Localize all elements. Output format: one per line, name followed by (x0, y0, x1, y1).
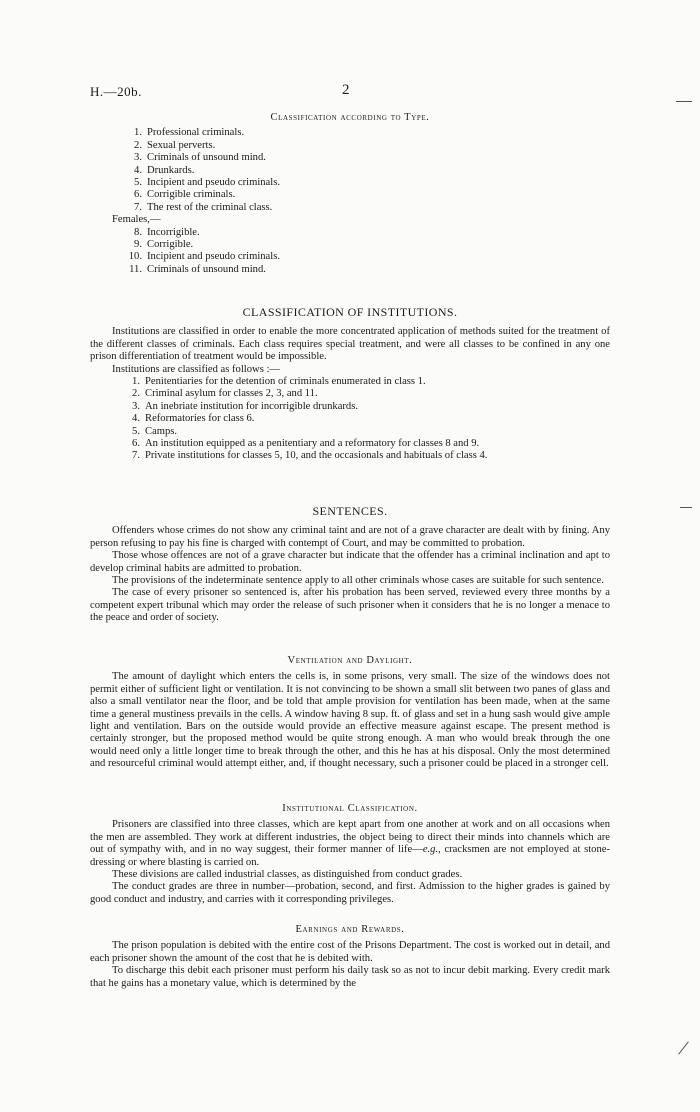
text-run: , cracksmen are not employed at stone-dressing or where blasting is carried on. (90, 844, 610, 868)
list-item-text: Sexual perverts. (147, 139, 216, 151)
list-item-text: Criminals of unsound mind. (147, 263, 266, 275)
section-heading: CLASSIFICATION OF INSTITUTIONS. (242, 305, 458, 319)
institutional-classification-section (90, 803, 610, 906)
section-heading: SENTENCES. (312, 504, 388, 518)
classification-type-section (90, 112, 610, 276)
list-item-number: 2. (132, 388, 140, 400)
paragraph: Institutions are classified in order to enable the more concentrated application of methods suited for the treatment of the different classes of criminals. Each class requires special treatment, and were all classes to be confined in any one prison differentiation of treatment would be impossible. (90, 326, 610, 363)
list-item (126, 165, 610, 177)
list-item-number: 5. (134, 177, 142, 189)
page-header (90, 84, 610, 104)
paragraph: The provisions of the indeterminate sentence apply to all other criminals whose cases are suitable for such sentence. (112, 575, 604, 587)
list-item-text: Private institutions for classes 5, 10, and the occasionals and habituals of class 4. (145, 450, 488, 462)
list-item-text: Corrigible. (147, 239, 194, 251)
list-item (124, 401, 610, 413)
list-item (124, 413, 610, 425)
females-label: Females,— (112, 214, 161, 226)
section-heading: Ventilation and Daylight. (287, 655, 413, 666)
list-item-text: Professional criminals. (147, 127, 245, 139)
list-item (126, 227, 610, 239)
list-item-text: Criminals of unsound mind. (147, 152, 266, 164)
list-item-text: Criminal asylum for classes 2, 3, and 11. (145, 388, 318, 400)
list-item (126, 264, 610, 276)
list-item-text: Incipient and pseudo criminals. (147, 251, 280, 263)
paragraph (90, 819, 610, 869)
section-heading: Institutional Classification. (282, 803, 418, 814)
list-item-number: 1. (134, 127, 142, 139)
paragraph: The amount of daylight which enters the cells is, in some prisons, very small. The size of the windows does not permit either of sufficient light or ventilation. It is not convincing to be shown a small slit between two panes of glass and also a small ventilator near the floor, and be told that ample provision for ventilation has been made, when at the same time a general mustiness prevails in the cells. A window having 8 sup. ft. of glass and set in a hung sash would give ample light and ventilation. Bars on the outside would provide an effective measure against escape. The present method is certainly stronger, but the proposed method would be quite strong enough. A man who would break through the one would need only a little longer time to break through the other, and this he has at his disposal. Only the most determined and resourceful criminal would attempt either, and, if thought necessary, such a prisoner could be placed in a stronger cell. (90, 671, 610, 770)
list-item-number: 10. (128, 251, 142, 263)
list-item (126, 177, 610, 189)
list-item-number: 3. (132, 400, 140, 412)
list-item-text: Reformatories for class 6. (145, 413, 255, 425)
male-classes-list (126, 127, 610, 214)
sentences-paragraphs (90, 525, 610, 624)
paragraph: The prison population is debited with the entire cost of the Prisons Department. The cost is worked out in detail, and each prisoner shown the amount of the cost that he is debited with. (90, 940, 610, 964)
paragraph: Those whose offences are not of a grave character but indicate that the offender has a criminal inclination and apt to develop criminal habits are admitted to probation. (90, 550, 610, 574)
list-item-text: An inebriate institution for incorrigible drunkards. (145, 400, 359, 412)
section-heading: Earnings and Rewards. (295, 924, 405, 935)
document-reference: H.—20b. (90, 84, 142, 99)
paragraph: These divisions are called industrial classes, as distinguished from conduct grades. (112, 869, 463, 881)
text-run: Prisoners are classified into three classes, which are kept apart from one another at work and on all occasions when the men are assembled. They work at different industries, the object being to direct their minds into channels which are out of sympathy with, and in no way suggest, their former manner of life— (90, 819, 610, 856)
list-item-number: 7. (132, 450, 140, 462)
list-item (124, 426, 610, 438)
female-classes-list (126, 227, 610, 277)
list-item (126, 140, 610, 152)
paragraph: Offenders whose crimes do not show any criminal taint and are not of a grave character are dealt with by fining. Any person refusing to pay his fine is charged with contempt of Court, and may be committed to probation. (90, 525, 610, 549)
list-item-text: Drunkards. (147, 164, 195, 176)
list-item-number: 4. (134, 164, 142, 176)
list-item-number: 6. (132, 438, 140, 450)
list-item-text: The rest of the criminal class. (147, 201, 273, 213)
list-item-number: 2. (134, 139, 142, 151)
list-item-number: 1. (132, 376, 140, 388)
paragraph: The case of every prisoner so sentenced is, after his probation has been served, reviewed every three months by a competent expert tribunal which may order the release of such prisoner when it considers that he is no longer a menace to the peace and order of society. (90, 587, 610, 624)
list-item (126, 239, 610, 251)
list-item (126, 251, 610, 263)
list-item (124, 438, 610, 450)
list-item (124, 388, 610, 400)
list-item-number: 7. (134, 201, 142, 213)
institutions-list (124, 376, 610, 463)
list-item (124, 376, 610, 388)
list-item-number: 11. (129, 263, 142, 275)
scan-mark (678, 1041, 689, 1054)
scan-mark (676, 101, 692, 102)
institutions-section (90, 306, 610, 463)
ventilation-section (90, 655, 610, 771)
list-item-number: 3. (134, 152, 142, 164)
list-item (126, 189, 610, 201)
text-run-italic: e.g. (422, 844, 439, 856)
list-item (124, 450, 610, 462)
list-item-text: Incorrigible. (147, 226, 200, 238)
list-item-text: Penitentiaries for the detention of criminals enumerated in class 1. (145, 376, 426, 388)
list-item-number: 6. (134, 189, 142, 201)
list-item (126, 127, 610, 139)
scan-mark (680, 507, 692, 508)
list-item-text: Incipient and pseudo criminals. (147, 177, 280, 189)
list-item (126, 202, 610, 214)
list-item-text: Corrigible criminals. (147, 189, 236, 201)
list-item-number: 4. (132, 413, 140, 425)
list-item-number: 9. (134, 239, 142, 251)
list-item-text: Camps. (145, 425, 178, 437)
list-item-text: An institution equipped as a penitentiary and a reformatory for classes 8 and 9. (145, 438, 480, 450)
earnings-section (90, 924, 610, 990)
paragraph: To discharge this debit each prisoner must perform his daily task so as not to incur debit marking. Every credit mark that he gains has a monetary value, which is determined by the (90, 965, 610, 989)
list-item-number: 5. (132, 425, 140, 437)
page-number: 2 (342, 82, 350, 98)
list-item-number: 8. (134, 226, 142, 238)
list-item (126, 152, 610, 164)
paragraph: Institutions are classified as follows :— (112, 363, 280, 375)
section-heading: Classification according to Type. (270, 112, 430, 123)
paragraph: The conduct grades are three in number—probation, second, and first. Admission to the higher grades is gained by good conduct and industry, and carries with it corresponding privileges. (90, 881, 610, 905)
sentences-section (90, 505, 610, 625)
